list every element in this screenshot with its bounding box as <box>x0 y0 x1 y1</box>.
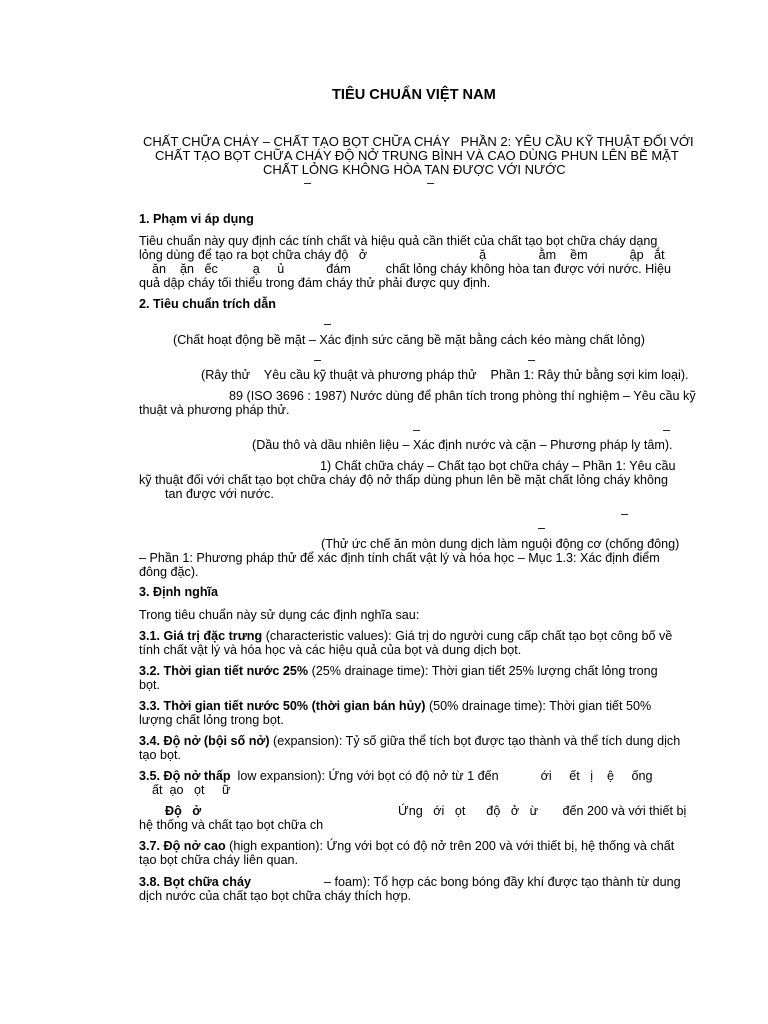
reference-line: thuật và phương pháp thử. <box>139 403 290 417</box>
definition-line <box>139 629 672 644</box>
section-heading: 3. Định nghĩa <box>139 585 219 599</box>
definition-term: 3.5. Độ nở thấp <box>139 769 231 783</box>
definition-term: 3.3. Thời gian tiết nước 50% (thời gian bán hủy) <box>139 699 426 713</box>
dash-mark: – <box>538 521 546 535</box>
paragraph-line: ăn ặn ếc ạ ủ đám chất lỏng cháy không hòa tan được với nước. Hiệu <box>152 262 672 276</box>
definition-term: 3.4. Độ nở (bội số nở) <box>139 734 270 748</box>
reference-line: 89 (ISO 3696 : 1987) Nước dùng để phân tích trong phòng thí nghiệm – Yêu cầu kỹ <box>229 389 696 403</box>
reference-line: tan được với nước. <box>165 487 274 501</box>
definition-line: ất ạo ọt ữ <box>152 783 231 797</box>
definition-text: (characteristic values): Giá trị do người cung cấp chất tạo bọt công bố về <box>262 629 673 643</box>
dash-mark: – <box>413 423 421 437</box>
definition-line <box>139 734 680 749</box>
paragraph-line: Tiêu chuẩn này quy định các tính chất và hiệu quả cần thiết của chất tạo bọt chữa cháy dạng <box>139 234 658 248</box>
definition-line: tạo bọt. <box>139 748 182 762</box>
definition-text: (expansion): Tỷ số giữa thể tích bọt được tạo thành và thể tích dung dịch <box>269 734 681 748</box>
reference-line: (Rây thử Yêu cầu kỹ thuật và phương pháp thử Phần 1: Rây thử bằng sợi kim loại). <box>201 368 689 382</box>
definition-term: Độ ở <box>165 804 202 818</box>
definition-line: lượng chất lỏng trong bọt. <box>139 713 284 727</box>
dash-mark: – <box>528 353 536 367</box>
reference-line: kỹ thuật đối với chất tạo bọt chữa cháy độ nở thấp dùng phun lên bề mặt chất lỏng cháy không <box>139 473 669 487</box>
definition-text: Ứng ới ọt độ ở ừ đến 200 và với thiết bị <box>398 804 687 818</box>
subtitle-line: CHẤT CHỮA CHÁY – CHẤT TẠO BỌT CHỮA CHÁY PHẦN 2: YÊU CẦU KỸ THUẬT ĐỐI VỚI <box>143 134 694 149</box>
definition-line <box>139 664 658 679</box>
subtitle-line: CHẤT LỎNG KHÔNG HÒA TAN ĐƯỢC VỚI NƯỚC <box>263 162 566 177</box>
document-title: TIÊU CHUẨN VIỆT NAM <box>332 87 496 103</box>
definition-term: 3.7. Độ nở cao <box>139 839 226 853</box>
reference-line: 1) Chất chữa cháy – Chất tạo bọt chữa cháy – Phần 1: Yêu cầu <box>320 459 676 473</box>
definition-line <box>139 839 674 854</box>
reference-line: (Thử ức chế ăn mòn dung dịch làm nguội động cơ (chống đông) <box>321 537 680 551</box>
definition-text: (50% drainage time): Thời gian tiết 50% <box>425 699 652 713</box>
dash-mark: – <box>663 423 671 437</box>
dash-mark: – <box>304 176 312 190</box>
paragraph-line: lỏng dùng để tạo ra bọt chữa cháy độ ở ặ ằm ềm ập ắt <box>139 248 665 262</box>
reference-line: – Phần 1: Phương pháp thử để xác định tính chất vật lý và hóa học – Mục 1.3: Xác định điểm <box>139 551 660 565</box>
dash-mark: – <box>621 507 629 521</box>
reference-line: (Dầu thô và dầu nhiên liệu – Xác định nước và cặn – Phương pháp ly tâm). <box>252 438 673 452</box>
reference-line: đông đặc). <box>139 565 199 579</box>
definition-text: – foam): Tổ hợp các bong bóng đầy khí được tạo thành từ dung <box>324 875 681 889</box>
section-heading: 1. Phạm vi áp dụng <box>139 212 254 226</box>
definition-term: 3.1. Giá trị đặc trưng <box>139 629 263 643</box>
definition-line <box>139 769 653 784</box>
definition-text: (25% drainage time): Thời gian tiết 25% lượng chất lỏng trong <box>308 664 658 678</box>
definition-line: tính chất vật lý và hóa học và các hiệu quả của bọt và dung dịch bọt. <box>139 643 522 657</box>
dash-mark: – <box>314 353 322 367</box>
dash-mark: – <box>427 176 435 190</box>
definition-line: dịch nước của chất tạo bọt chữa cháy thích hợp. <box>139 889 412 903</box>
paragraph-line: quả dập cháy tối thiểu trong đám cháy thử phải được quy định. <box>139 276 491 290</box>
definition-text: low expansion): Ứng với bọt có độ nở từ 1 đến ới ết ị ệ ống <box>230 769 653 783</box>
definition-line <box>139 699 651 714</box>
definition-term: 3.2. Thời gian tiết nước 25% <box>139 664 309 678</box>
definition-text: (high expantion): Ứng với bọt có độ nở trên 200 và với thiết bị, hệ thống và chất <box>225 839 675 853</box>
definition-line: hệ thống và chất tạo bọt chữa ch <box>139 818 324 832</box>
dash-mark: – <box>324 317 332 331</box>
definition-term: 3.8. Bọt chữa cháy <box>139 875 252 889</box>
subtitle-line: CHẤT TẠO BỌT CHỮA CHÁY ĐỘ NỞ TRUNG BÌNH VÀ CAO DÙNG PHUN LÊN BỀ MẶT <box>155 148 679 163</box>
paragraph-line: Trong tiêu chuẩn này sử dụng các định nghĩa sau: <box>139 608 420 622</box>
section-heading: 2. Tiêu chuẩn trích dẫn <box>139 297 276 311</box>
reference-line: (Chất hoạt động bề mặt – Xác định sức căng bề mặt bằng cách kéo màng chất lỏng) <box>173 333 645 347</box>
definition-line: tạo bọt chữa cháy liên quan. <box>139 853 298 867</box>
definition-line: bọt. <box>139 678 161 692</box>
